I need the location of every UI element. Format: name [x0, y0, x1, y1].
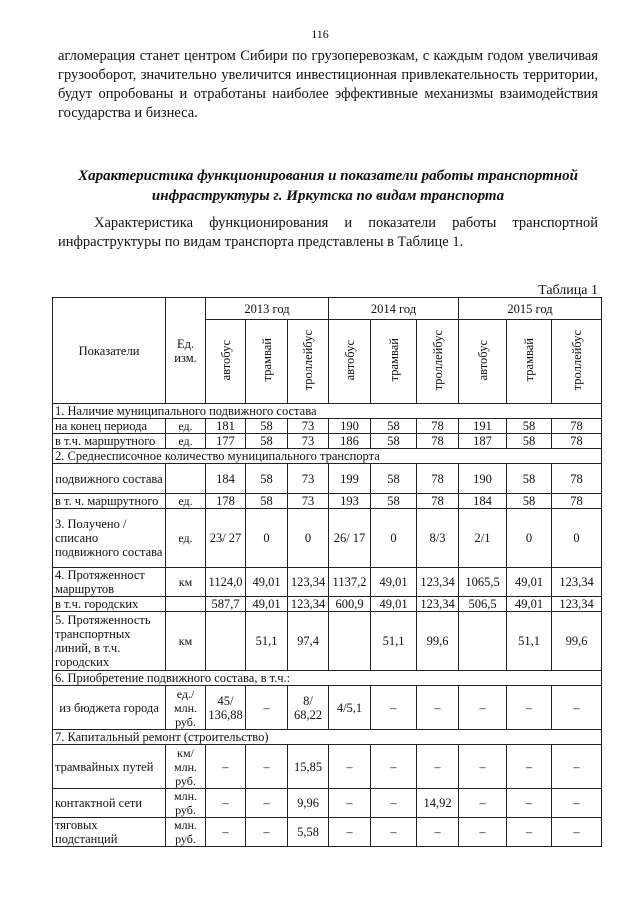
cell-value: –	[371, 745, 417, 789]
cell-value: 99,6	[417, 612, 459, 671]
cell-value: 58	[371, 464, 417, 494]
row-unit: ед.	[166, 509, 206, 568]
cell-value: 73	[288, 494, 329, 509]
cell-value: –	[459, 789, 507, 818]
cell-value: –	[329, 745, 371, 789]
cell-value: –	[507, 745, 552, 789]
header-year-2015: 2015 год	[459, 298, 602, 320]
table-row	[53, 464, 602, 494]
row-label: 4. Протяженност маршрутов	[53, 568, 166, 597]
row-unit	[166, 597, 206, 612]
header-year-2014: 2014 год	[329, 298, 459, 320]
row-unit: ед./ млн. руб.	[166, 686, 206, 730]
header-bus: автобус	[475, 339, 490, 381]
table-row	[53, 568, 602, 597]
cell-value: 600,9	[329, 597, 371, 612]
transport-table	[52, 297, 602, 847]
cell-value: 49,01	[371, 568, 417, 597]
cell-value: 58	[371, 494, 417, 509]
table-row	[53, 686, 602, 730]
cell-value: 0	[371, 509, 417, 568]
table-row	[53, 419, 602, 434]
cell-value: –	[507, 818, 552, 847]
cell-value: 58	[507, 494, 552, 509]
cell-value: 58	[507, 434, 552, 449]
cell-value: 184	[206, 464, 246, 494]
row-label: 5. Протяженность транспортных линий, в т.ч. городских	[53, 612, 166, 671]
cell-value: 49,01	[246, 597, 288, 612]
header-trolleybus: троллейбус	[569, 329, 584, 391]
row-label: в т.ч. городских	[53, 597, 166, 612]
header-bus: автобус	[342, 339, 357, 381]
cell-value: 9,96	[288, 789, 329, 818]
cell-value: –	[371, 818, 417, 847]
cell-value: 1137,2	[329, 568, 371, 597]
cell-value: 181	[206, 419, 246, 434]
cell-value: –	[507, 789, 552, 818]
cell-value: –	[552, 818, 602, 847]
cell-value: 123,34	[288, 568, 329, 597]
row-label: в т.ч. маршрутного	[53, 434, 166, 449]
header-year-2013: 2013 год	[206, 298, 329, 320]
cell-value: –	[329, 789, 371, 818]
cell-value: 78	[417, 464, 459, 494]
cell-value: 1124,0	[206, 568, 246, 597]
cell-value: –	[246, 686, 288, 730]
header-tram: трамвай	[259, 338, 274, 382]
header-tram: трамвай	[386, 338, 401, 382]
cell-value: 58	[371, 434, 417, 449]
table-row	[53, 612, 602, 671]
cell-value: 5,58	[288, 818, 329, 847]
cell-value: 49,01	[246, 568, 288, 597]
header-unit: Ед. изм.	[166, 298, 206, 404]
paragraph-intro: агломерация станет центром Сибири по грузоперевозкам, с каждым годом увеличивая грузооборот, значительно увеличится инвестиционная привлекательность территории, будут опробованы и отработаны наиболее эффективные механизмы взаимодействия государства и бизнеса.	[58, 48, 598, 121]
cell-value: –	[371, 789, 417, 818]
table-row	[53, 789, 602, 818]
cell-value: 58	[246, 434, 288, 449]
cell-value: 190	[329, 419, 371, 434]
header-tram: трамвай	[522, 338, 536, 382]
cell-value: 78	[552, 434, 602, 449]
paragraph-table-intro: Характеристика функционирования и показатели работы транспортной инфраструктуры по видам транспорта представлены в Таблице 1.	[58, 215, 598, 250]
cell-value: 26/ 17	[329, 509, 371, 568]
cell-value: –	[206, 789, 246, 818]
table-row	[53, 509, 602, 568]
cell-value: 191	[459, 419, 507, 434]
cell-value: 49,01	[371, 597, 417, 612]
row-label: трамвайных путей	[53, 745, 166, 789]
cell-value: 8/ 68,22	[288, 686, 329, 730]
cell-value: 78	[417, 419, 459, 434]
cell-value: 0	[288, 509, 329, 568]
cell-value: 49,01	[507, 568, 552, 597]
cell-value: 78	[552, 494, 602, 509]
cell-value: 186	[329, 434, 371, 449]
cell-value: 51,1	[246, 612, 288, 671]
cell-value	[329, 612, 371, 671]
row-unit: млн. руб.	[166, 818, 206, 847]
header-indicators: Показатели	[53, 298, 166, 404]
cell-value: 199	[329, 464, 371, 494]
table-row	[53, 494, 602, 509]
cell-value: 51,1	[371, 612, 417, 671]
cell-value: –	[206, 818, 246, 847]
row-label: подвижного состава	[53, 464, 166, 494]
cell-value: 184	[459, 494, 507, 509]
cell-value: 78	[417, 434, 459, 449]
cell-value: 49,01	[507, 597, 552, 612]
row-label: тяговых подстанций	[53, 818, 166, 847]
cell-value: 0	[246, 509, 288, 568]
cell-value: –	[459, 818, 507, 847]
cell-value	[206, 612, 246, 671]
cell-value: 51,1	[507, 612, 552, 671]
cell-value: 58	[246, 464, 288, 494]
cell-value: –	[507, 686, 552, 730]
row-unit: ед.	[166, 494, 206, 509]
cell-value: 58	[507, 419, 552, 434]
row-label: на конец периода	[53, 419, 166, 434]
row-unit: ед.	[166, 419, 206, 434]
cell-value: 587,7	[206, 597, 246, 612]
section-row: 7. Капитальный ремонт (строительство)	[53, 730, 602, 745]
table-label: Таблица 1	[538, 283, 598, 298]
cell-value: 58	[246, 419, 288, 434]
header-bus: автобус	[218, 339, 233, 381]
cell-value: –	[552, 745, 602, 789]
row-unit: млн. руб.	[166, 789, 206, 818]
cell-value: –	[371, 686, 417, 730]
cell-value: 177	[206, 434, 246, 449]
cell-value: –	[459, 745, 507, 789]
cell-value: 187	[459, 434, 507, 449]
cell-value: 123,34	[552, 597, 602, 612]
row-label: 3. Получено / списано подвижного состава	[53, 509, 166, 568]
cell-value: 73	[288, 419, 329, 434]
row-unit: км	[166, 612, 206, 671]
cell-value: 45/ 136,88	[206, 686, 246, 730]
header-trolleybus: троллейбус	[301, 329, 315, 391]
cell-value: 23/ 27	[206, 509, 246, 568]
row-label: контактной сети	[53, 789, 166, 818]
table-row	[53, 597, 602, 612]
cell-value: –	[552, 789, 602, 818]
cell-value: –	[329, 818, 371, 847]
cell-value: 58	[371, 419, 417, 434]
section-row: 6. Приобретение подвижного состава, в т.ч.:	[53, 671, 602, 686]
cell-value: 193	[329, 494, 371, 509]
cell-value: 178	[206, 494, 246, 509]
cell-value: –	[246, 789, 288, 818]
cell-value: 8/3	[417, 509, 459, 568]
row-unit: км/ млн. руб.	[166, 745, 206, 789]
row-unit: ед.	[166, 434, 206, 449]
cell-value: 73	[288, 464, 329, 494]
cell-value: 2/1	[459, 509, 507, 568]
cell-value: –	[552, 686, 602, 730]
cell-value: –	[459, 686, 507, 730]
cell-value: –	[206, 745, 246, 789]
cell-value: –	[246, 745, 288, 789]
page-number: 116	[311, 27, 329, 41]
section-heading: Характеристика функционирования и показатели работы транспортной инфраструктуры г. Иркутска по видам транспорта	[78, 168, 578, 204]
cell-value: 123,34	[417, 568, 459, 597]
cell-value: 123,34	[552, 568, 602, 597]
cell-value: 14,92	[417, 789, 459, 818]
cell-value: 190	[459, 464, 507, 494]
cell-value: 123,34	[288, 597, 329, 612]
row-unit: км	[166, 568, 206, 597]
cell-value: 78	[552, 419, 602, 434]
cell-value: 0	[552, 509, 602, 568]
cell-value: –	[246, 818, 288, 847]
row-unit	[166, 464, 206, 494]
cell-value: –	[417, 818, 459, 847]
row-label: из бюджета города	[53, 686, 166, 730]
section-row: 2. Среднесписочное количество муниципального транспорта	[53, 449, 602, 464]
cell-value: 4/5,1	[329, 686, 371, 730]
cell-value: 15,85	[288, 745, 329, 789]
cell-value: 78	[552, 464, 602, 494]
cell-value: –	[417, 745, 459, 789]
table-row	[53, 434, 602, 449]
cell-value: 99,6	[552, 612, 602, 671]
cell-value: 73	[288, 434, 329, 449]
table-row	[53, 818, 602, 847]
cell-value: 0	[507, 509, 552, 568]
cell-value: 58	[507, 464, 552, 494]
cell-value: 1065,5	[459, 568, 507, 597]
cell-value: 58	[246, 494, 288, 509]
cell-value: 506,5	[459, 597, 507, 612]
row-label: в т. ч. маршрутного	[53, 494, 166, 509]
header-trolleybus: троллейбус	[430, 329, 445, 391]
cell-value: 78	[417, 494, 459, 509]
table-row	[53, 745, 602, 789]
section-row: 1. Наличие муниципального подвижного состава	[53, 404, 602, 419]
cell-value: –	[417, 686, 459, 730]
cell-value: 123,34	[417, 597, 459, 612]
cell-value	[459, 612, 507, 671]
cell-value: 97,4	[288, 612, 329, 671]
